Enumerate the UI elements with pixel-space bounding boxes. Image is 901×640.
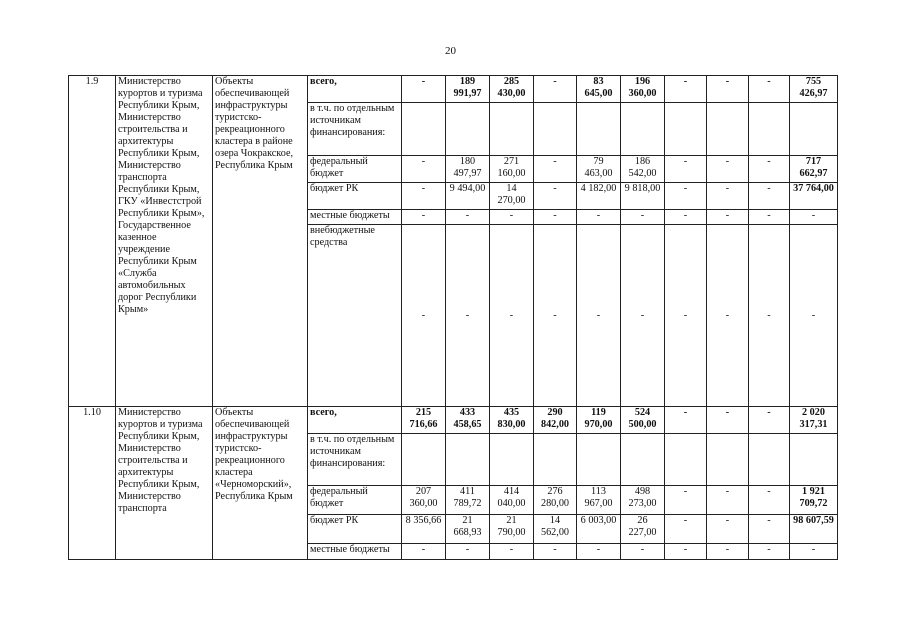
value-cell: 6 003,00 xyxy=(577,515,621,544)
value-cell: - xyxy=(749,210,790,225)
value-cell: - xyxy=(749,486,790,515)
value-cell: 26 227,00 xyxy=(621,515,665,544)
value-cell: 411 789,72 xyxy=(446,486,490,515)
value-cell: - xyxy=(707,210,749,225)
value-cell: 119 970,00 xyxy=(577,407,621,434)
value-cell: 215 716,66 xyxy=(402,407,446,434)
value-cell: 196 360,00 xyxy=(621,76,665,103)
value-cell: - xyxy=(707,76,749,103)
total-cell: - xyxy=(790,544,838,560)
value-cell: 189 991,97 xyxy=(446,76,490,103)
source-label: бюджет РК xyxy=(308,183,402,210)
value-cell: - xyxy=(749,76,790,103)
total-cell: 1 921 709,72 xyxy=(790,486,838,515)
value-cell: 79 463,00 xyxy=(577,156,621,183)
value-cell: 414 040,00 xyxy=(490,486,534,515)
total-cell: 37 764,00 xyxy=(790,183,838,210)
value-cell: - xyxy=(577,544,621,560)
value-cell: - xyxy=(707,407,749,434)
source-label: федеральный бюджет xyxy=(308,486,402,515)
value-cell: - xyxy=(707,183,749,210)
value-cell: 290 842,00 xyxy=(534,407,577,434)
value-cell: - xyxy=(490,225,534,407)
object-description: Объекты обеспечивающей инфраструктуры туристско-рекреационного кластера «Черноморский», Республика Крым xyxy=(213,407,308,560)
value-cell: - xyxy=(534,544,577,560)
value-cell: - xyxy=(749,407,790,434)
total-cell: - xyxy=(790,210,838,225)
value-cell: - xyxy=(665,544,707,560)
value-cell: - xyxy=(402,210,446,225)
value-cell: 9 494,00 xyxy=(446,183,490,210)
source-label: местные бюджеты xyxy=(308,210,402,225)
value-cell: - xyxy=(577,210,621,225)
value-cell: 207 360,00 xyxy=(402,486,446,515)
source-label: федеральный бюджет xyxy=(308,156,402,183)
value-cell: - xyxy=(749,183,790,210)
value-cell: 4 182,00 xyxy=(577,183,621,210)
value-cell: - xyxy=(534,76,577,103)
total-cell: 2 020 317,31 xyxy=(790,407,838,434)
value-cell: - xyxy=(490,544,534,560)
value-cell: 8 356,66 xyxy=(402,515,446,544)
value-cell: 285 430,00 xyxy=(490,76,534,103)
value-cell: - xyxy=(490,210,534,225)
value-cell: - xyxy=(707,486,749,515)
value-cell: 186 542,00 xyxy=(621,156,665,183)
value-cell: - xyxy=(446,225,490,407)
row-number: 1.9 xyxy=(69,76,116,407)
value-cell: - xyxy=(665,76,707,103)
value-cell: 276 280,00 xyxy=(534,486,577,515)
value-cell: - xyxy=(402,183,446,210)
value-cell: - xyxy=(446,544,490,560)
source-label: в т.ч. по отдельным источникам финансирования: xyxy=(308,434,402,486)
funding-table xyxy=(68,75,838,560)
value-cell: - xyxy=(707,156,749,183)
source-label: внебюджетные средства xyxy=(308,225,402,407)
value-cell: - xyxy=(402,225,446,407)
value-cell: - xyxy=(621,210,665,225)
total-cell: - xyxy=(790,225,838,407)
value-cell: - xyxy=(665,486,707,515)
total-cell: 98 607,59 xyxy=(790,515,838,544)
value-cell: - xyxy=(749,544,790,560)
value-cell: 435 830,00 xyxy=(490,407,534,434)
value-cell: - xyxy=(402,156,446,183)
value-cell: - xyxy=(749,515,790,544)
value-cell: 14 562,00 xyxy=(534,515,577,544)
value-cell: - xyxy=(665,183,707,210)
value-cell: 9 818,00 xyxy=(621,183,665,210)
value-cell: 14 270,00 xyxy=(490,183,534,210)
value-cell: - xyxy=(707,544,749,560)
table-row xyxy=(69,407,838,434)
object-description: Объекты обеспечивающей инфраструктуры туристско-рекреационного кластера в районе озера Чокракское, Республика Крым xyxy=(213,76,308,407)
value-cell: - xyxy=(749,156,790,183)
source-label: в т.ч. по отдельным источникам финансирования: xyxy=(308,103,402,156)
total-cell: 717 662,97 xyxy=(790,156,838,183)
value-cell: 180 497,97 xyxy=(446,156,490,183)
value-cell: 524 500,00 xyxy=(621,407,665,434)
value-cell: 113 967,00 xyxy=(577,486,621,515)
value-cell: - xyxy=(707,225,749,407)
value-cell: - xyxy=(446,210,490,225)
value-cell: - xyxy=(665,407,707,434)
row-number: 1.10 xyxy=(69,407,116,560)
source-label: всего, xyxy=(308,407,402,434)
value-cell: - xyxy=(534,156,577,183)
value-cell: - xyxy=(534,225,577,407)
value-cell: 21 790,00 xyxy=(490,515,534,544)
value-cell: 83 645,00 xyxy=(577,76,621,103)
value-cell: 271 160,00 xyxy=(490,156,534,183)
value-cell: - xyxy=(665,156,707,183)
value-cell: 433 458,65 xyxy=(446,407,490,434)
responsible-orgs: Министерство курортов и туризма Республики Крым, Министерство строительства и архитектуры Республики Крым, Министерство транспорта xyxy=(116,407,213,560)
value-cell: 21 668,93 xyxy=(446,515,490,544)
page-number: 20 xyxy=(445,45,456,57)
value-cell: - xyxy=(621,225,665,407)
table-row xyxy=(69,76,838,103)
value-cell: - xyxy=(707,515,749,544)
value-cell: - xyxy=(621,544,665,560)
value-cell: - xyxy=(665,225,707,407)
total-cell: 755 426,97 xyxy=(790,76,838,103)
value-cell: - xyxy=(749,225,790,407)
value-cell: - xyxy=(534,183,577,210)
source-label: местные бюджеты xyxy=(308,544,402,560)
source-label: бюджет РК xyxy=(308,515,402,544)
value-cell: - xyxy=(534,210,577,225)
value-cell: 498 273,00 xyxy=(621,486,665,515)
value-cell: - xyxy=(402,544,446,560)
value-cell: - xyxy=(665,515,707,544)
value-cell: - xyxy=(402,76,446,103)
source-label: всего, xyxy=(308,76,402,103)
value-cell: - xyxy=(577,225,621,407)
responsible-orgs: Министерство курортов и туризма Республики Крым, Министерство строительства и архитектуры Республики Крым, Министерство транспорта Республики Крым, ГКУ «Инвестстрой Республики Крым», Государственное казенное учреждение Республики Крым «Служба автомобильных дорог Республики Крым» xyxy=(116,76,213,407)
value-cell: - xyxy=(665,210,707,225)
